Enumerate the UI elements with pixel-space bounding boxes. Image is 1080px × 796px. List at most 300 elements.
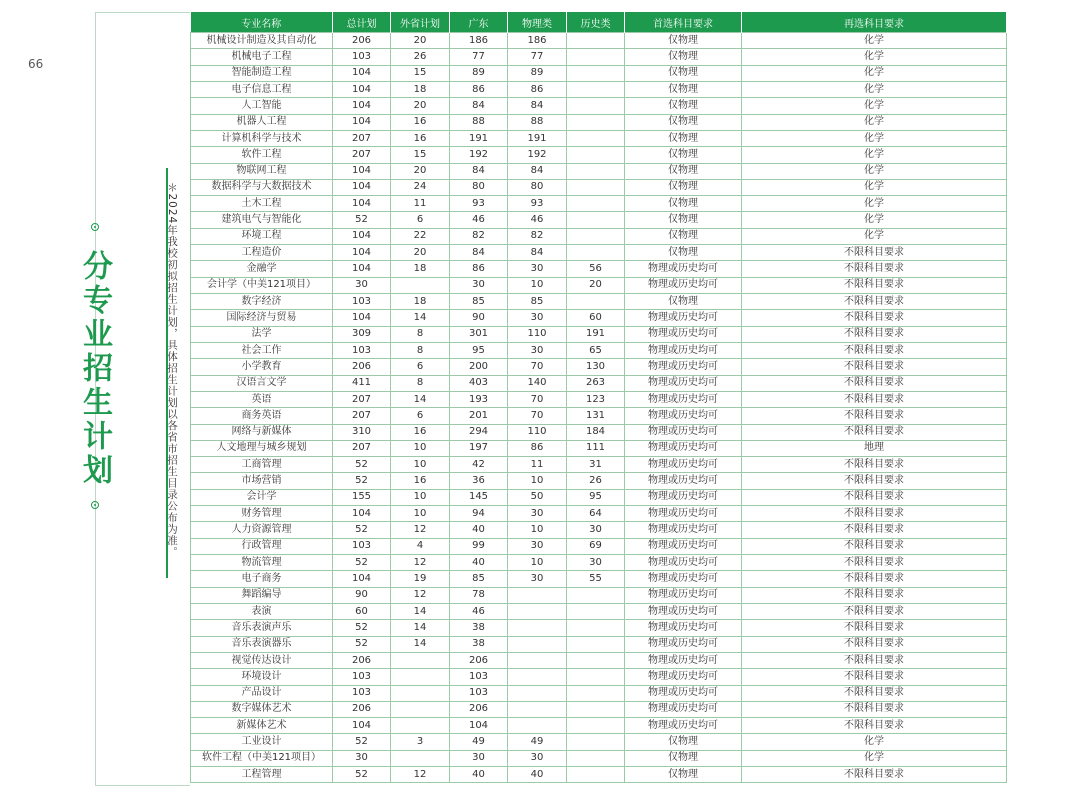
table-cell <box>567 33 625 49</box>
table-row <box>191 718 1007 734</box>
table-cell: 地理 <box>742 440 1007 456</box>
table-cell: 131 <box>567 408 625 424</box>
table-cell: 88 <box>508 114 567 130</box>
table-row <box>191 408 1007 424</box>
table-cell <box>567 212 625 228</box>
table-cell: 不限科目要求 <box>742 603 1007 619</box>
table-cell: 3 <box>391 734 450 750</box>
table-cell: 207 <box>333 130 391 146</box>
table-cell: 小学教育 <box>191 359 333 375</box>
table-cell: 仅物理 <box>625 114 742 130</box>
table-cell: 仅物理 <box>625 294 742 310</box>
table-cell <box>508 620 567 636</box>
table-cell <box>508 701 567 717</box>
table-cell: 不限科目要求 <box>742 767 1007 783</box>
table-row <box>191 538 1007 554</box>
table-cell: 30 <box>508 571 567 587</box>
table-cell: 会计学（中美121项目） <box>191 277 333 293</box>
table-cell: 86 <box>450 261 508 277</box>
table-cell: 184 <box>567 424 625 440</box>
table-body <box>191 33 1007 783</box>
table-cell: 8 <box>391 326 450 342</box>
table-cell: 26 <box>567 473 625 489</box>
table-cell: 财务管理 <box>191 506 333 522</box>
table-cell: 82 <box>508 228 567 244</box>
table-cell: 263 <box>567 375 625 391</box>
table-cell: 物理或历史均可 <box>625 261 742 277</box>
table-cell: 物理或历史均可 <box>625 701 742 717</box>
table-cell: 52 <box>333 734 391 750</box>
table-cell: 104 <box>333 506 391 522</box>
table-cell: 物理或历史均可 <box>625 375 742 391</box>
table-cell: 物理或历史均可 <box>625 391 742 407</box>
table-cell: 物理或历史均可 <box>625 571 742 587</box>
table-cell: 化学 <box>742 81 1007 97</box>
table-cell: 110 <box>508 424 567 440</box>
table-cell: 104 <box>333 228 391 244</box>
table-cell: 不限科目要求 <box>742 375 1007 391</box>
table-cell: 8 <box>391 342 450 358</box>
table-cell: 新媒体艺术 <box>191 718 333 734</box>
table-cell: 20 <box>391 33 450 49</box>
table-cell: 土木工程 <box>191 196 333 212</box>
table-cell: 法学 <box>191 326 333 342</box>
table-cell: 化学 <box>742 734 1007 750</box>
table-cell: 14 <box>391 620 450 636</box>
table-cell: 206 <box>333 701 391 717</box>
table-cell: 20 <box>391 98 450 114</box>
table-cell: 音乐表演声乐 <box>191 620 333 636</box>
table-cell: 26 <box>391 49 450 65</box>
table-cell <box>508 603 567 619</box>
table-cell: 化学 <box>742 49 1007 65</box>
table-cell <box>391 277 450 293</box>
table-cell: 30 <box>508 310 567 326</box>
table-cell: 仅物理 <box>625 147 742 163</box>
table-cell: 仅物理 <box>625 212 742 228</box>
table-cell: 103 <box>333 49 391 65</box>
table-cell: 84 <box>450 163 508 179</box>
table-cell: 14 <box>391 310 450 326</box>
table-cell: 数字媒体艺术 <box>191 701 333 717</box>
table-cell: 6 <box>391 359 450 375</box>
table-cell: 汉语言文学 <box>191 375 333 391</box>
table-cell: 30 <box>508 538 567 554</box>
table-row <box>191 310 1007 326</box>
table-cell: 192 <box>508 147 567 163</box>
table-row <box>191 65 1007 81</box>
table-cell: 77 <box>508 49 567 65</box>
table-cell: 86 <box>508 81 567 97</box>
table-cell: 物理或历史均可 <box>625 652 742 668</box>
table-cell: 52 <box>333 636 391 652</box>
table-cell: 市场营销 <box>191 473 333 489</box>
table-cell: 仅物理 <box>625 196 742 212</box>
table-cell: 仅物理 <box>625 65 742 81</box>
table-row <box>191 375 1007 391</box>
table-cell: 99 <box>450 538 508 554</box>
table-cell <box>567 49 625 65</box>
table-cell: 10 <box>508 522 567 538</box>
table-cell: 49 <box>450 734 508 750</box>
table-cell: 不限科目要求 <box>742 669 1007 685</box>
table-row <box>191 701 1007 717</box>
table-row <box>191 163 1007 179</box>
table-row <box>191 147 1007 163</box>
table-cell: 软件工程（中美121项目） <box>191 750 333 766</box>
table-cell: 仅物理 <box>625 98 742 114</box>
table-cell: 52 <box>333 522 391 538</box>
table-cell: 化学 <box>742 130 1007 146</box>
table-cell: 化学 <box>742 212 1007 228</box>
table-cell: 6 <box>391 212 450 228</box>
table-cell: 186 <box>508 33 567 49</box>
table-cell: 36 <box>450 473 508 489</box>
column-header: 首选科目要求 <box>625 12 742 33</box>
table-cell <box>567 294 625 310</box>
table-cell: 207 <box>333 391 391 407</box>
table-cell: 30 <box>333 277 391 293</box>
table-cell: 物理或历史均可 <box>625 440 742 456</box>
table-row <box>191 571 1007 587</box>
table-cell: 140 <box>508 375 567 391</box>
table-cell: 18 <box>391 294 450 310</box>
table-cell: 会计学 <box>191 489 333 505</box>
table-cell <box>567 669 625 685</box>
table-row <box>191 391 1007 407</box>
table-cell: 不限科目要求 <box>742 538 1007 554</box>
table-row <box>191 587 1007 603</box>
table-cell: 40 <box>450 767 508 783</box>
table-row <box>191 440 1007 456</box>
table-cell: 8 <box>391 375 450 391</box>
table-cell: 不限科目要求 <box>742 294 1007 310</box>
table-cell: 103 <box>333 294 391 310</box>
table-cell: 18 <box>391 261 450 277</box>
table-cell: 104 <box>333 65 391 81</box>
table-cell: 仅物理 <box>625 228 742 244</box>
table-cell: 14 <box>391 636 450 652</box>
table-cell <box>508 587 567 603</box>
table-cell: 不限科目要求 <box>742 489 1007 505</box>
table-cell: 物理或历史均可 <box>625 424 742 440</box>
table-cell: 物理或历史均可 <box>625 359 742 375</box>
table-cell: 30 <box>450 750 508 766</box>
table-cell <box>567 767 625 783</box>
table-cell <box>567 750 625 766</box>
table-cell: 70 <box>508 391 567 407</box>
table-cell <box>567 685 625 701</box>
table-cell: 物理或历史均可 <box>625 473 742 489</box>
table-cell: 60 <box>567 310 625 326</box>
side-note: ＊2024年我校初拟招生计划，具体招生计划以各省市招生目录公布为准。 <box>166 182 178 558</box>
table-cell: 物理或历史均可 <box>625 489 742 505</box>
table-cell: 55 <box>567 571 625 587</box>
table-cell: 环境工程 <box>191 228 333 244</box>
table-cell: 301 <box>450 326 508 342</box>
table-row <box>191 261 1007 277</box>
table-cell: 38 <box>450 636 508 652</box>
table-row <box>191 228 1007 244</box>
table-cell: 不限科目要求 <box>742 522 1007 538</box>
table-cell: 10 <box>508 473 567 489</box>
table-cell: 89 <box>450 65 508 81</box>
table-cell: 不限科目要求 <box>742 636 1007 652</box>
table-cell: 110 <box>508 326 567 342</box>
table-cell: 不限科目要求 <box>742 391 1007 407</box>
table-cell: 123 <box>567 391 625 407</box>
table-cell: 物理或历史均可 <box>625 555 742 571</box>
table-cell: 52 <box>333 767 391 783</box>
table-cell <box>567 620 625 636</box>
table-cell: 64 <box>567 506 625 522</box>
table-cell: 206 <box>333 652 391 668</box>
table-cell: 物理或历史均可 <box>625 457 742 473</box>
table-cell: 104 <box>333 310 391 326</box>
table-row <box>191 506 1007 522</box>
table-cell <box>567 98 625 114</box>
table-cell: 仅物理 <box>625 750 742 766</box>
table-cell: 70 <box>508 408 567 424</box>
table-cell: 207 <box>333 440 391 456</box>
table-row <box>191 685 1007 701</box>
table-cell: 物理或历史均可 <box>625 603 742 619</box>
table-row <box>191 245 1007 261</box>
table-cell: 69 <box>567 538 625 554</box>
table-row <box>191 424 1007 440</box>
table-cell: 不限科目要求 <box>742 261 1007 277</box>
table-cell <box>391 669 450 685</box>
table-cell: 6 <box>391 408 450 424</box>
table-cell: 不限科目要求 <box>742 424 1007 440</box>
table-cell <box>567 718 625 734</box>
table-row <box>191 473 1007 489</box>
table-cell: 86 <box>508 440 567 456</box>
table-cell: 52 <box>333 457 391 473</box>
table-row <box>191 130 1007 146</box>
table-cell: 104 <box>333 98 391 114</box>
table-cell: 软件工程 <box>191 147 333 163</box>
table-row <box>191 98 1007 114</box>
table-cell: 仅物理 <box>625 245 742 261</box>
table-row <box>191 734 1007 750</box>
table-cell <box>508 636 567 652</box>
table-cell: 193 <box>450 391 508 407</box>
table-cell: 仅物理 <box>625 130 742 146</box>
table-cell: 仅物理 <box>625 33 742 49</box>
table-cell <box>567 636 625 652</box>
table-cell: 11 <box>508 457 567 473</box>
column-header: 外省计划 <box>391 12 450 33</box>
table-cell: 16 <box>391 114 450 130</box>
table-cell: 机械电子工程 <box>191 49 333 65</box>
table-cell: 95 <box>567 489 625 505</box>
table-cell: 70 <box>508 359 567 375</box>
table-cell: 物理或历史均可 <box>625 310 742 326</box>
table-cell: 42 <box>450 457 508 473</box>
table-cell: 社会工作 <box>191 342 333 358</box>
table-row <box>191 359 1007 375</box>
table-cell: 物理或历史均可 <box>625 620 742 636</box>
table-cell: 104 <box>333 81 391 97</box>
table-cell <box>567 130 625 146</box>
table-cell: 人文地理与城乡规划 <box>191 440 333 456</box>
table-cell: 93 <box>450 196 508 212</box>
table-cell: 仅物理 <box>625 767 742 783</box>
table-cell: 物理或历史均可 <box>625 408 742 424</box>
table-cell <box>391 718 450 734</box>
table-cell: 15 <box>391 147 450 163</box>
table-cell: 舞蹈编导 <box>191 587 333 603</box>
table-cell: 物联网工程 <box>191 163 333 179</box>
table-cell: 不限科目要求 <box>742 473 1007 489</box>
table-cell: 12 <box>391 555 450 571</box>
table-cell: 16 <box>391 130 450 146</box>
table-cell: 30 <box>508 750 567 766</box>
table-cell: 数据科学与大数据技术 <box>191 179 333 195</box>
table-cell: 85 <box>450 571 508 587</box>
table-cell: 130 <box>567 359 625 375</box>
table-cell: 化学 <box>742 33 1007 49</box>
table-cell: 186 <box>450 33 508 49</box>
table-cell: 30 <box>567 522 625 538</box>
table-cell <box>567 603 625 619</box>
table-cell: 物理或历史均可 <box>625 342 742 358</box>
table-cell: 60 <box>333 603 391 619</box>
table-header-row <box>191 12 1007 33</box>
table-cell: 10 <box>508 555 567 571</box>
table-cell: 化学 <box>742 163 1007 179</box>
table-cell: 46 <box>450 603 508 619</box>
table-cell: 表演 <box>191 603 333 619</box>
table-cell <box>391 652 450 668</box>
table-cell: 309 <box>333 326 391 342</box>
table-cell: 191 <box>508 130 567 146</box>
table-cell: 104 <box>333 163 391 179</box>
table-row <box>191 114 1007 130</box>
table-cell <box>567 245 625 261</box>
table-cell: 103 <box>333 342 391 358</box>
table-cell: 不限科目要求 <box>742 408 1007 424</box>
table-cell: 104 <box>333 571 391 587</box>
table-cell: 不限科目要求 <box>742 245 1007 261</box>
table-cell: 94 <box>450 506 508 522</box>
table-cell <box>567 734 625 750</box>
table-cell: 22 <box>391 228 450 244</box>
table-cell: 86 <box>450 81 508 97</box>
table-cell: 191 <box>450 130 508 146</box>
table-cell: 化学 <box>742 750 1007 766</box>
table-cell: 80 <box>508 179 567 195</box>
table-cell: 52 <box>333 555 391 571</box>
table-row <box>191 196 1007 212</box>
table-cell: 环境设计 <box>191 669 333 685</box>
table-cell: 104 <box>333 114 391 130</box>
table-cell: 201 <box>450 408 508 424</box>
table-cell: 104 <box>333 179 391 195</box>
table-cell: 机器人工程 <box>191 114 333 130</box>
column-header: 再选科目要求 <box>742 12 1007 33</box>
table-cell: 物理或历史均可 <box>625 326 742 342</box>
table-cell: 85 <box>508 294 567 310</box>
table-cell: 52 <box>333 212 391 228</box>
table-cell: 206 <box>450 701 508 717</box>
table-cell: 310 <box>333 424 391 440</box>
table-cell: 不限科目要求 <box>742 701 1007 717</box>
table-cell: 物流管理 <box>191 555 333 571</box>
table-cell: 30 <box>450 277 508 293</box>
table-cell <box>567 81 625 97</box>
table-row <box>191 179 1007 195</box>
table-cell: 30 <box>567 555 625 571</box>
table-cell: 机械设计制造及其自动化 <box>191 33 333 49</box>
table-cell: 化学 <box>742 65 1007 81</box>
table-cell: 产品设计 <box>191 685 333 701</box>
table-cell <box>567 196 625 212</box>
table-cell <box>567 147 625 163</box>
table-cell: 物理或历史均可 <box>625 669 742 685</box>
table-cell: 52 <box>333 620 391 636</box>
table-cell: 95 <box>450 342 508 358</box>
table-cell: 不限科目要求 <box>742 718 1007 734</box>
table-cell: 104 <box>333 196 391 212</box>
table-cell: 物理或历史均可 <box>625 636 742 652</box>
table-cell: 16 <box>391 424 450 440</box>
table-cell: 111 <box>567 440 625 456</box>
table-cell: 物理或历史均可 <box>625 506 742 522</box>
table-cell: 计算机科学与技术 <box>191 130 333 146</box>
table-cell: 10 <box>391 506 450 522</box>
enrollment-plan-table <box>190 12 1007 783</box>
table-cell <box>567 228 625 244</box>
table-cell: 31 <box>567 457 625 473</box>
table-cell: 不限科目要求 <box>742 555 1007 571</box>
table-cell: 89 <box>508 65 567 81</box>
table-cell: 不限科目要求 <box>742 457 1007 473</box>
table-cell: 84 <box>508 245 567 261</box>
table-cell: 30 <box>333 750 391 766</box>
table-cell: 10 <box>391 457 450 473</box>
table-cell: 化学 <box>742 98 1007 114</box>
table-cell: 物理或历史均可 <box>625 685 742 701</box>
table-row <box>191 49 1007 65</box>
table-row <box>191 555 1007 571</box>
table-row <box>191 342 1007 358</box>
table-cell <box>391 750 450 766</box>
table-cell: 12 <box>391 767 450 783</box>
table-cell: 46 <box>450 212 508 228</box>
table-cell: 104 <box>333 718 391 734</box>
table-cell: 金融学 <box>191 261 333 277</box>
table-row <box>191 326 1007 342</box>
table-row <box>191 212 1007 228</box>
table-cell: 40 <box>450 555 508 571</box>
table-cell: 20 <box>567 277 625 293</box>
table-cell: 不限科目要求 <box>742 310 1007 326</box>
table-cell: 不限科目要求 <box>742 342 1007 358</box>
table-cell: 物理或历史均可 <box>625 522 742 538</box>
table-cell: 24 <box>391 179 450 195</box>
table-cell: 11 <box>391 196 450 212</box>
table-cell: 电子商务 <box>191 571 333 587</box>
column-header: 物理类 <box>508 12 567 33</box>
table-cell: 不限科目要求 <box>742 652 1007 668</box>
table-cell: 20 <box>391 245 450 261</box>
table-cell: 人工智能 <box>191 98 333 114</box>
table-cell: 30 <box>508 506 567 522</box>
table-cell: 人力资源管理 <box>191 522 333 538</box>
page-title: 分专业招生计划 <box>77 250 112 488</box>
